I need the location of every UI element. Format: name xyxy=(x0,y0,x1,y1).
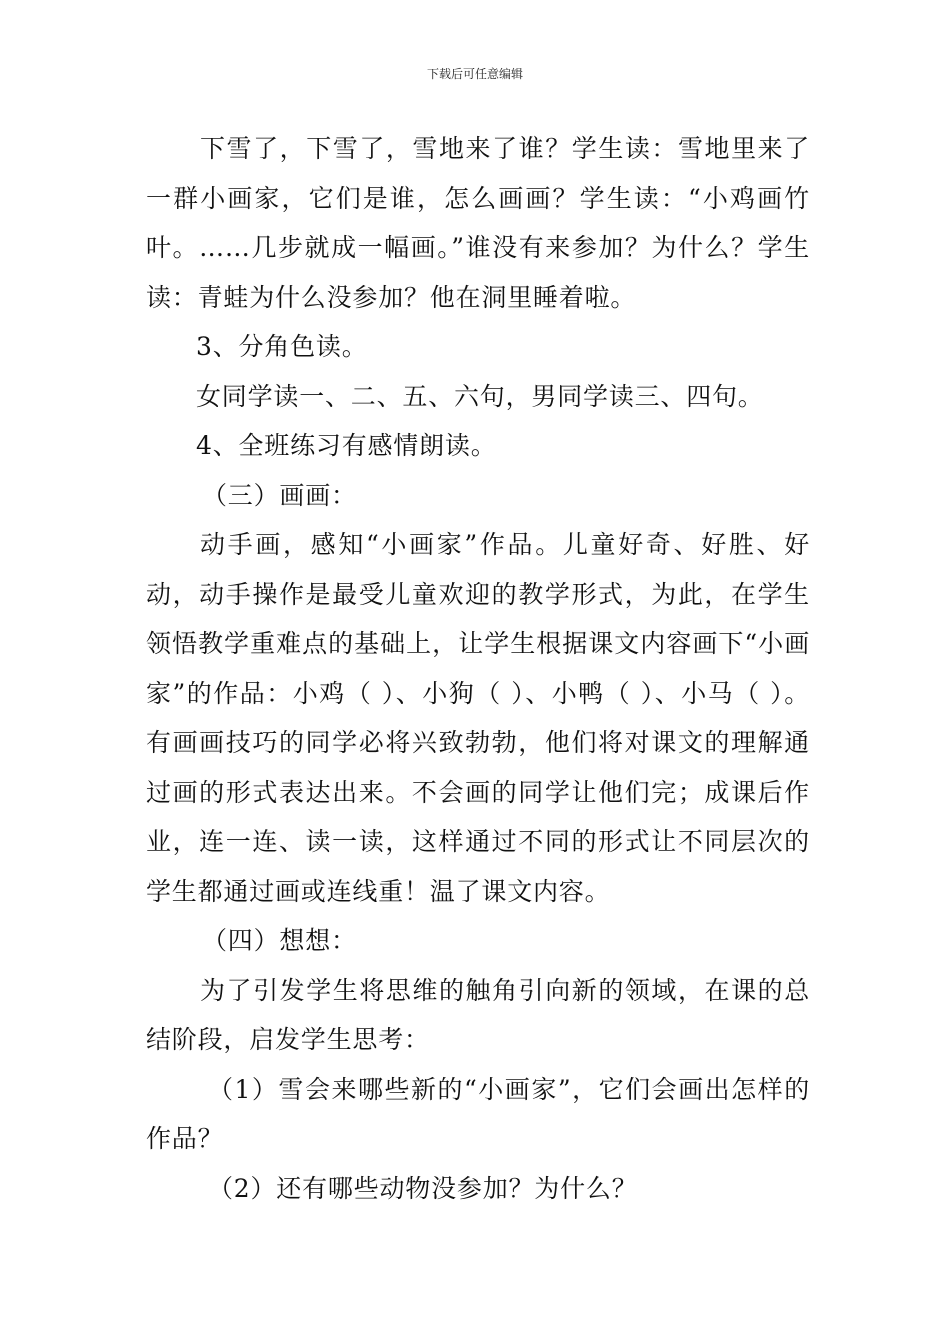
paragraph-class-practice: 4、全班练习有感情朗读。 xyxy=(196,431,497,460)
page-header: 下载后可任意编辑 xyxy=(426,67,523,81)
section-heading-drawing: （三）画画： xyxy=(202,480,357,510)
paragraph-thinking-intro: 为了引发学生将思维的触角引向新的领域，在课的总结阶段，启发学生思考： xyxy=(146,975,810,1054)
paragraph-student-reading: 下雪了，下雪了，雪地来了谁？学生读：雪地里来了一群小画家，它们是谁，怎么画画？学生读：“小鸡画竹叶。……几步就成一幅画。”谁没有来参加？为什么？学生读：青蛙为什么没参加？他在洞里睡着啦。 xyxy=(146,134,810,312)
question-1: （1）雪会来哪些新的“小画家”，它们会画出怎样的作品？ xyxy=(146,1074,810,1153)
section-heading-thinking: （四）想想： xyxy=(202,926,357,955)
paragraph-role-reading: 3、分角色读。 xyxy=(196,332,368,361)
document-body xyxy=(146,124,810,1213)
paragraph-girls-boys-reading: 女同学读一、二、五、六句，男同学读三、四句。 xyxy=(196,381,764,411)
question-2: （2）还有哪些动物没参加？为什么？ xyxy=(208,1173,638,1203)
paragraph-drawing-activity: 动手画，感知“小画家”作品。儿童好奇、好胜、好动，动手操作是最受儿童欢迎的教学形式，为此，在学生领悟教学重难点的基础上，让学生根据课文内容画下“小画家”的作品：小鸡（ ）、小狗（ ）、小鸭（ ）、小马（ ）。有画画技巧的同学必将兴致勃勃，他们将对课文的理解通过画的形式表达出来。不会画的同学让他们完；成课后作业，连一连、读一读，这样通过不同的形式让不同层次的学生都通过画或连线重！温了课文内容。 xyxy=(146,530,810,906)
